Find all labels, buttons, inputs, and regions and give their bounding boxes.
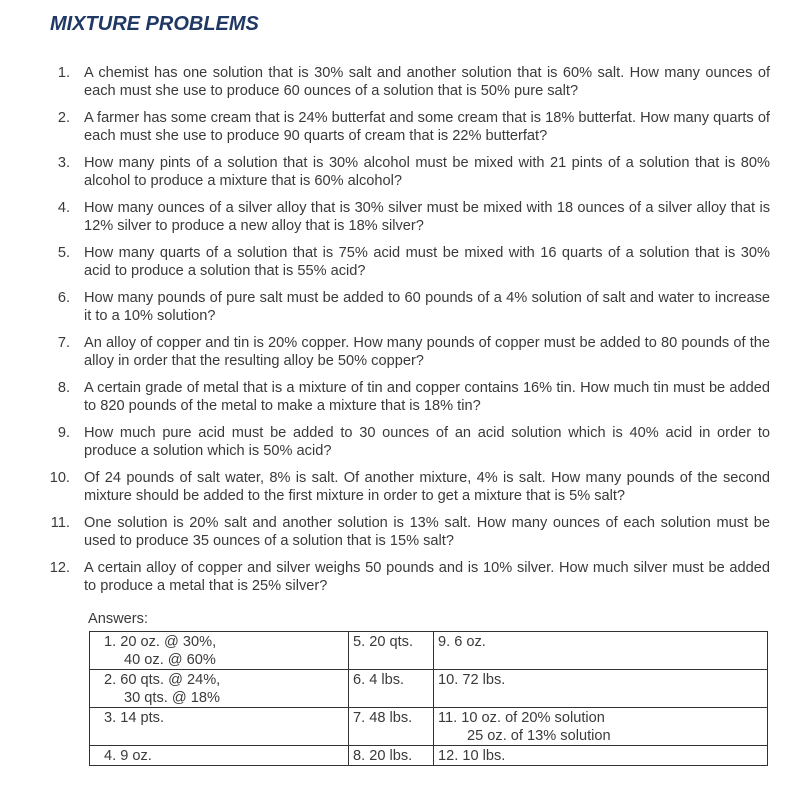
problem-number: 2. bbox=[57, 110, 70, 126]
problem-item bbox=[0, 154, 790, 190]
problem-item bbox=[0, 289, 790, 325]
problem-item bbox=[0, 379, 790, 415]
answer-1-line-1: 1. 20 oz. @ 30%, bbox=[104, 634, 217, 650]
problem-item bbox=[0, 244, 790, 280]
answer-cell-5 bbox=[349, 632, 434, 670]
answer-cell-4 bbox=[90, 746, 349, 766]
problem-item bbox=[0, 64, 790, 100]
answer-11-line-1: 11. 10 oz. of 20% solution bbox=[438, 710, 605, 726]
answer-cell-11 bbox=[434, 708, 768, 746]
answer-cell-7 bbox=[349, 708, 434, 746]
table-row bbox=[90, 632, 768, 670]
problem-number: 4. bbox=[57, 200, 70, 216]
answer-cell-2 bbox=[90, 670, 349, 708]
problem-text: A chemist has one solution that is 30% salt and another solution that is 60% salt. How many ounces of each must she use to produce 60 ounces of a solution that is 50% pure salt? bbox=[84, 65, 770, 99]
problem-number: 7. bbox=[57, 335, 70, 351]
problem-number: 8. bbox=[57, 380, 70, 396]
problem-text: How many ounces of a silver alloy that is 30% silver must be mixed with 18 ounces of a silver alloy that is 12% silver to produce a new alloy that is 18% silver? bbox=[84, 200, 770, 234]
problem-item bbox=[0, 199, 790, 235]
answer-cell-9 bbox=[434, 632, 768, 670]
problem-number: 6. bbox=[57, 290, 70, 306]
answer-10: 10. 72 lbs. bbox=[438, 672, 506, 688]
table-row bbox=[90, 708, 768, 746]
answer-cell-6 bbox=[349, 670, 434, 708]
answer-2-line-1: 2. 60 qts. @ 24%, bbox=[104, 672, 221, 688]
problem-text: Of 24 pounds of salt water, 8% is salt. Of another mixture, 4% is salt. How many pounds of the second mixture should be added to the first mixture in order to get a mixture that is 5% salt? bbox=[84, 470, 770, 504]
answer-cell-1 bbox=[90, 632, 349, 670]
answer-6: 6. 4 lbs. bbox=[353, 672, 405, 688]
table-row bbox=[90, 670, 768, 708]
answer-9: 9. 6 oz. bbox=[438, 634, 486, 650]
problem-item bbox=[0, 514, 790, 550]
answer-4: 4. 9 oz. bbox=[104, 748, 152, 764]
problem-text: A certain alloy of copper and silver weighs 50 pounds and is 10% silver. How much silver must be added to produce a metal that is 25% silver? bbox=[84, 560, 770, 594]
problem-text: One solution is 20% salt and another solution is 13% salt. How many ounces of each solution must be used to produce 35 ounces of a solution that is 15% salt? bbox=[84, 515, 770, 549]
answer-5: 5. 20 qts. bbox=[353, 634, 414, 650]
problem-number: 3. bbox=[57, 155, 70, 171]
table-row bbox=[90, 746, 768, 766]
answer-3: 3. 14 pts. bbox=[104, 710, 165, 726]
problem-item bbox=[0, 424, 790, 460]
problem-item bbox=[0, 334, 790, 370]
problem-number: 12. bbox=[49, 560, 70, 576]
answer-11-line-2: 25 oz. of 13% solution bbox=[467, 728, 611, 744]
answer-cell-12 bbox=[434, 746, 768, 766]
answers-label: Answers: bbox=[88, 611, 149, 627]
problem-item bbox=[0, 109, 790, 145]
answers-table bbox=[89, 631, 768, 766]
problem-list bbox=[0, 64, 790, 604]
answer-2-line-2: 30 qts. @ 18% bbox=[124, 690, 220, 706]
problem-number: 9. bbox=[57, 425, 70, 441]
problem-number: 11. bbox=[50, 515, 70, 531]
answer-12: 12. 10 lbs. bbox=[438, 748, 506, 764]
problem-number: 5. bbox=[57, 245, 70, 261]
answer-1-line-2: 40 oz. @ 60% bbox=[124, 652, 216, 668]
answer-cell-8 bbox=[349, 746, 434, 766]
page-title: MIXTURE PROBLEMS bbox=[50, 13, 259, 35]
answer-8: 8. 20 lbs. bbox=[353, 748, 413, 764]
problem-text: An alloy of copper and tin is 20% copper. How many pounds of copper must be added to 80 pounds of the alloy in order that the resulting alloy be 50% copper? bbox=[84, 335, 770, 369]
problem-text: A farmer has some cream that is 24% butterfat and some cream that is 18% butterfat. How many quarts of each must she use to produce 90 quarts of cream that is 22% butterfat? bbox=[84, 110, 770, 144]
problem-text: How many quarts of a solution that is 75% acid must be mixed with 16 quarts of a solution that is 30% acid to produce a solution that is 55% acid? bbox=[84, 245, 770, 279]
problem-number: 10. bbox=[49, 470, 70, 486]
problem-text: How much pure acid must be added to 30 ounces of an acid solution which is 40% acid in order to produce a solution which is 50% acid? bbox=[84, 425, 770, 459]
answer-7: 7. 48 lbs. bbox=[353, 710, 413, 726]
problem-text: A certain grade of metal that is a mixture of tin and copper contains 16% tin. How much tin must be added to 820 pounds of the metal to make a mixture that is 18% tin? bbox=[84, 380, 770, 414]
problem-item bbox=[0, 559, 790, 595]
problem-item bbox=[0, 469, 790, 505]
problem-text: How many pints of a solution that is 30% alcohol must be mixed with 21 pints of a solution that is 80% alcohol to produce a mixture that is 60% alcohol? bbox=[84, 155, 770, 189]
problem-number: 1. bbox=[57, 65, 70, 81]
answer-cell-3 bbox=[90, 708, 349, 746]
answer-cell-10 bbox=[434, 670, 768, 708]
problem-text: How many pounds of pure salt must be added to 60 pounds of a 4% solution of salt and water to increase it to a 10% solution? bbox=[84, 290, 770, 324]
